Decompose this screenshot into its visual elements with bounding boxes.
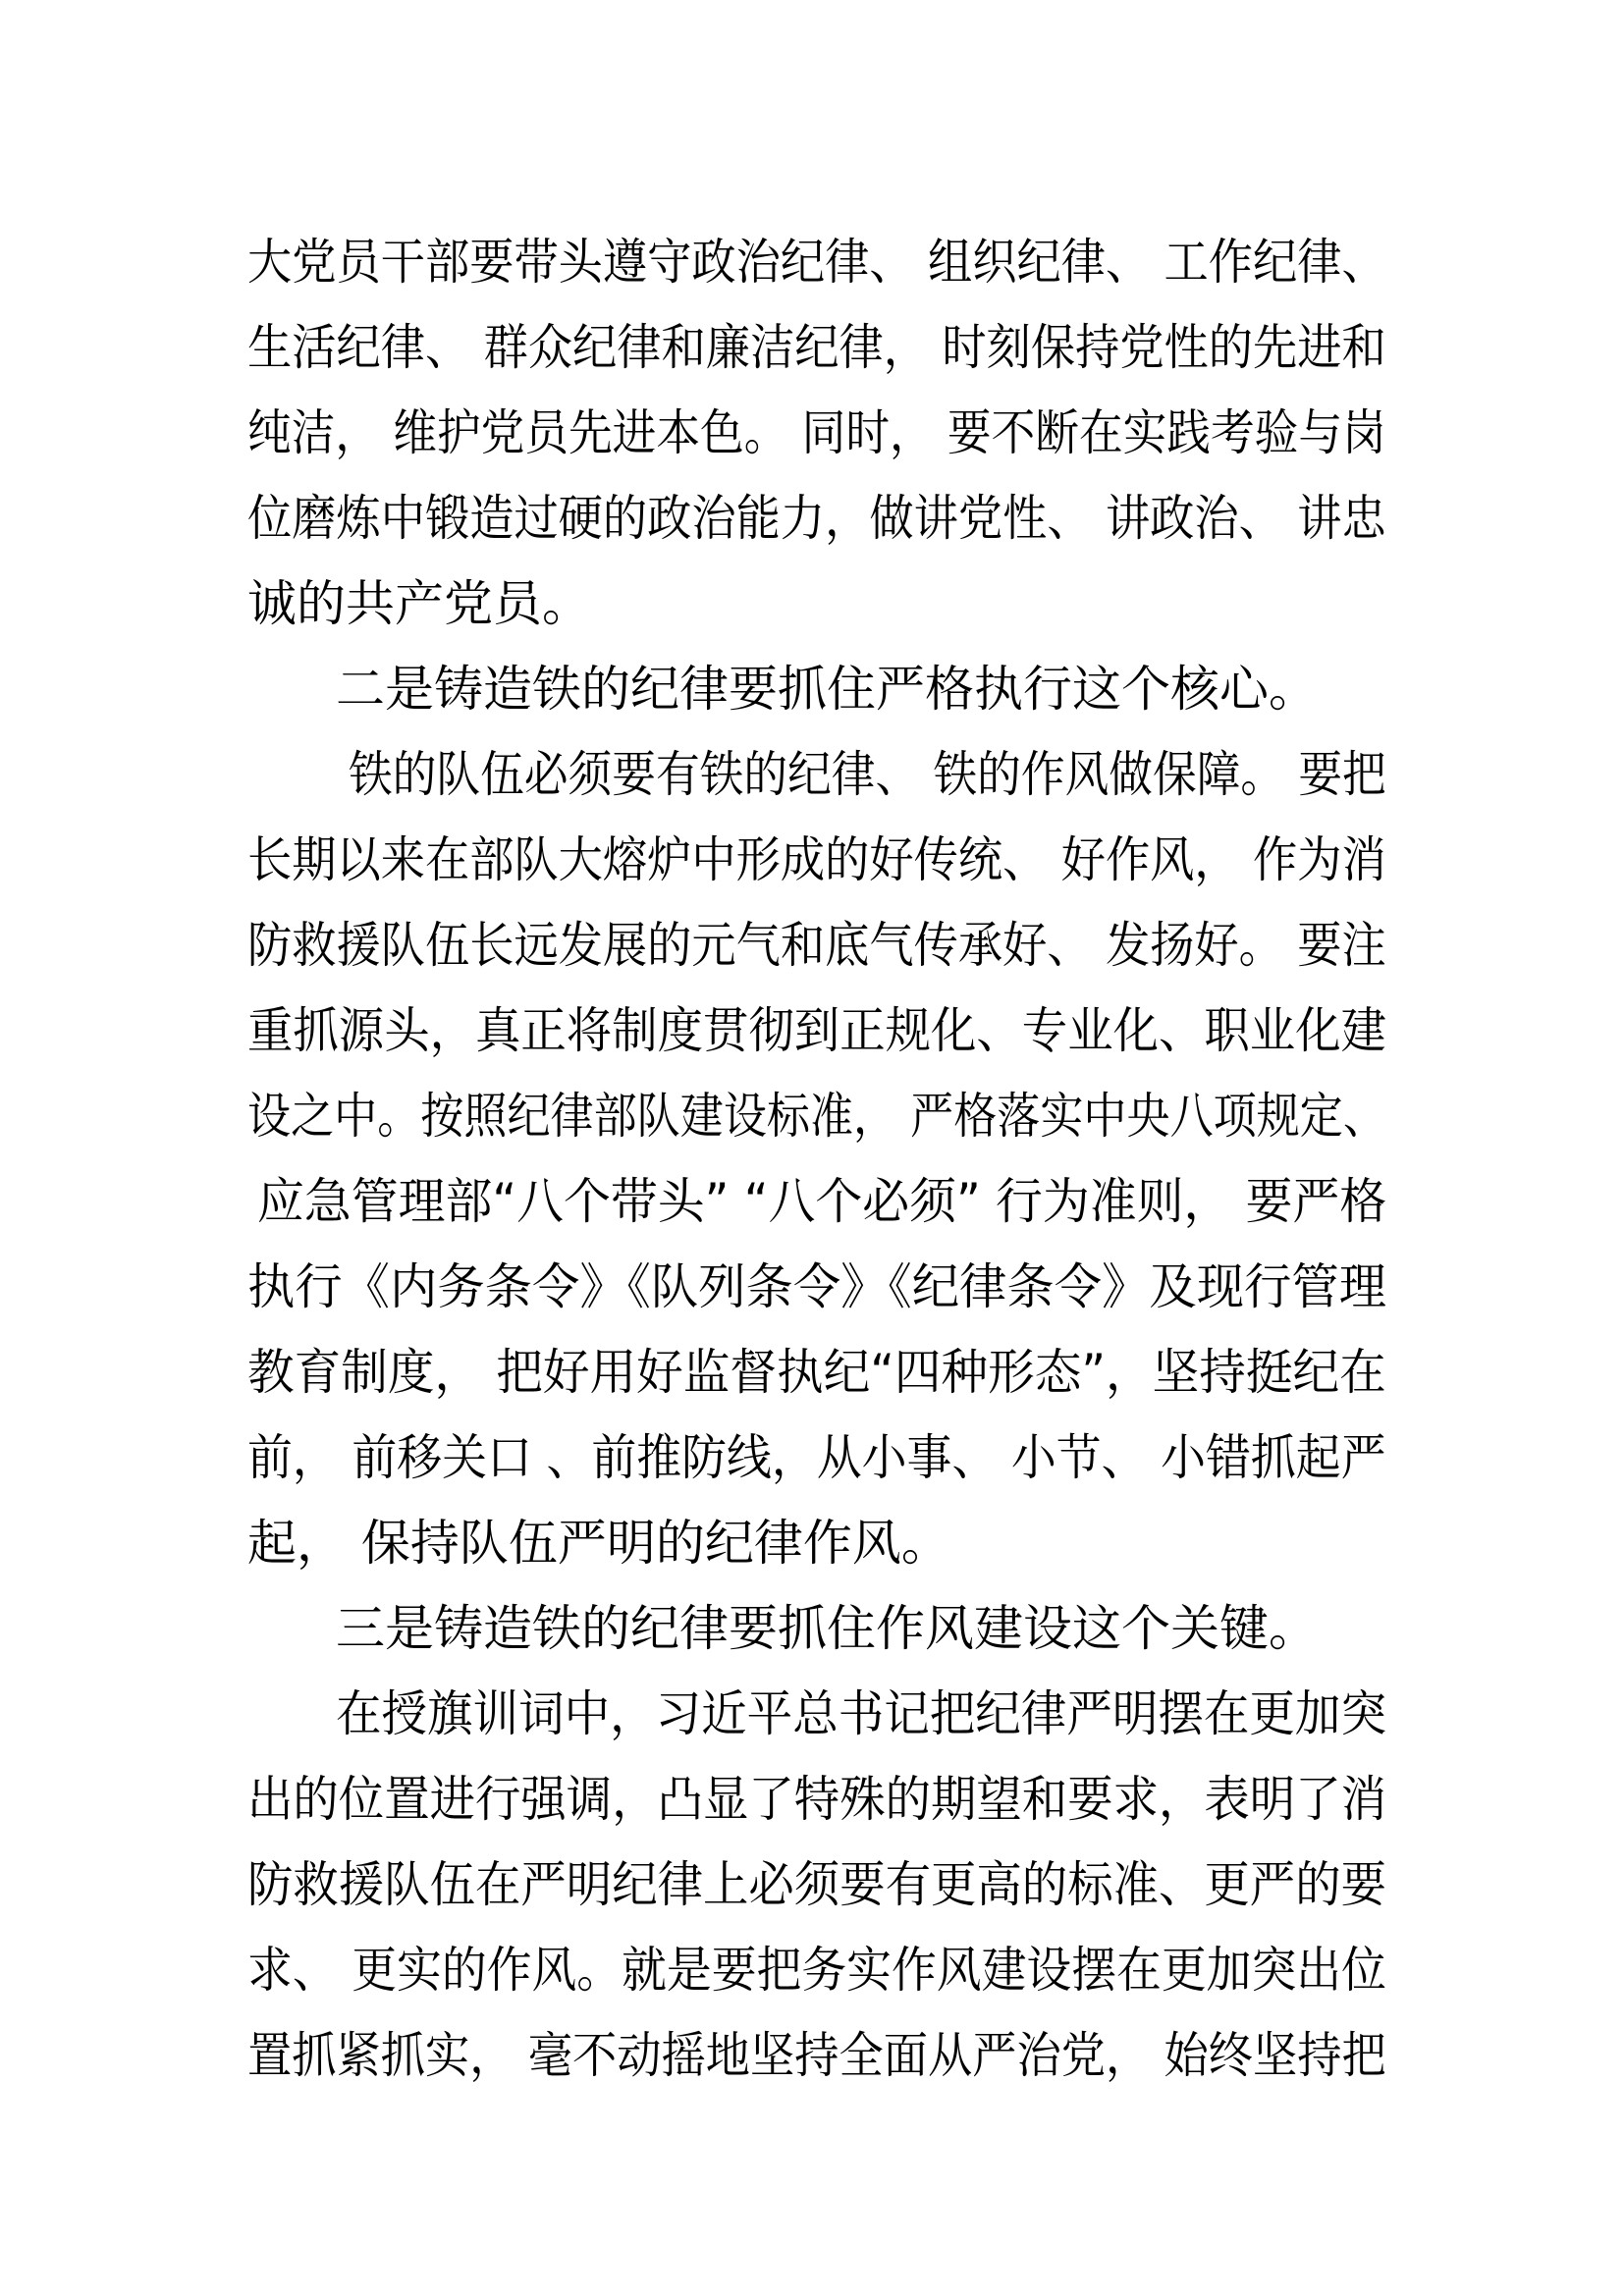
text-line: 执行《内务条令》《队列条令》《纪律条令》及现行管理 [247,1258,1387,1315]
text-line: 应急管理部“八个带头” “八个必须” 行为准则， 要严格 [257,1173,1387,1230]
text-line: 前， 前移关口 、前推防线，从小事、 小节、 小错抓起严 [247,1429,1386,1486]
section-heading: 三是铸造铁的纪律要抓住作风建设这个关键。 [336,1600,1318,1657]
text-line: 生活纪律、 群众纪律和廉洁纪律， 时刻保持党性的先进和 [247,319,1386,376]
text-line: 起， 保持队伍严明的纪律作风。 [247,1515,950,1572]
text-line: 位磨炼中锻造过硬的政治能力，做讲党性、 讲政治、 讲忠 [247,490,1386,547]
text-line: 在授旗训词中，习近平总书记把纪律严明摆在更加突 [336,1685,1386,1742]
text-line: 求、 更实的作风。就是要把务实作风建设摆在更加突出位 [247,1942,1386,1999]
text-line: 防救援队伍在严明纪律上必须要有更高的标准、更严的要 [247,1856,1386,1913]
text-line: 长期以来在部队大熔炉中形成的好传统、 好作风， 作为消 [247,831,1386,888]
text-line: 教育制度， 把好用好监督执纪“四种形态”，坚持挺纪在 [247,1344,1386,1401]
text-line: 出的位置进行强调，凸显了特殊的期望和要求，表明了消 [247,1771,1386,1828]
text-line: 大党员干部要带头遵守政治纪律、 组织纪律、 工作纪律、 [247,234,1386,291]
text-line: 纯洁， 维护党员先进本色。 同时， 要不断在实践考验与岗 [247,404,1386,461]
text-line: 铁的队伍必须要有铁的纪律、 铁的作风做保障。 要把 [349,746,1386,803]
section-heading: 二是铸造铁的纪律要抓住严格执行这个核心。 [336,661,1318,718]
text-line: 设之中。按照纪律部队建设标准， 严格落实中央八项规定、 [247,1088,1386,1145]
text-line: 置抓紧抓实， 毫不动摇地坚持全面从严治党， 始终坚持把 [247,2027,1386,2084]
text-line: 诚的共产党员。 [247,575,591,632]
text-line: 防救援队伍长远发展的元气和底气传承好、 发扬好。 要注 [247,917,1386,974]
text-line: 重抓源头，真正将制度贯彻到正规化、专业化、职业化建 [247,1002,1386,1059]
